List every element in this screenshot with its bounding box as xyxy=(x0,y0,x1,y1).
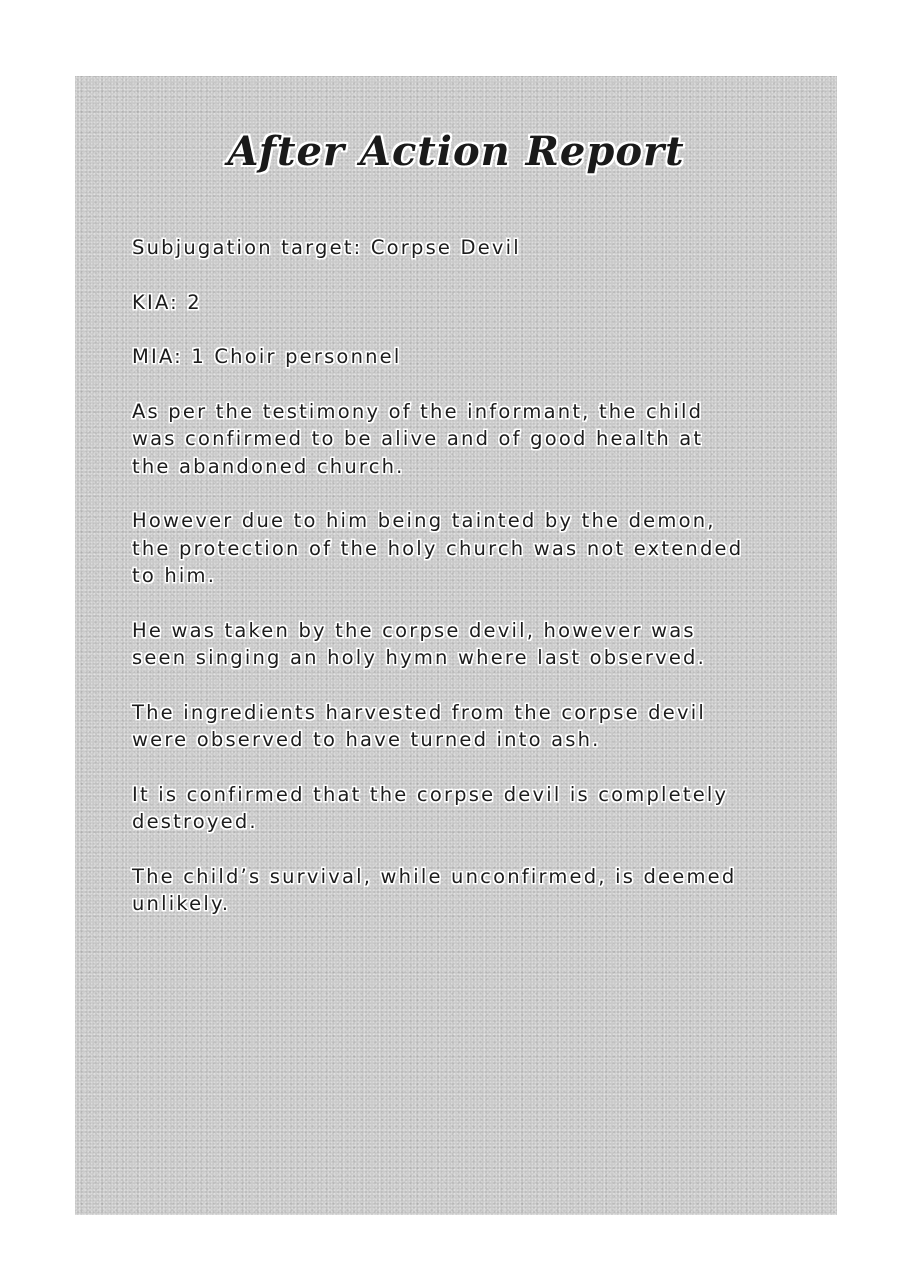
report-paragraph xyxy=(132,289,812,317)
report-line: He was taken by the corpse devil, however was xyxy=(132,618,696,642)
report-paragraph xyxy=(132,507,812,590)
report-line: unlikely. xyxy=(132,892,231,915)
report-line: seen singing an holy hymn where last observed. xyxy=(132,646,707,669)
report-line: It is confirmed that the corpse devil is completely xyxy=(132,782,729,806)
report-line: The ingredients harvested from the corpse devil xyxy=(132,700,706,724)
report-line: Subjugation target: Corpse Devil xyxy=(132,236,521,259)
report-paragraph xyxy=(132,699,812,754)
report-line: MIA: 1 Choir personnel xyxy=(132,345,402,368)
report-line: the abandoned church. xyxy=(132,454,405,478)
report-body xyxy=(132,234,812,945)
report-line: However due to him being tainted by the demon, xyxy=(132,509,716,532)
report-line: destroyed. xyxy=(132,810,258,833)
report-line: The child’s survival, while unconfirmed, is deemed xyxy=(132,864,737,888)
report-paragraph xyxy=(132,617,812,672)
report-title: After Action Report xyxy=(227,128,685,175)
report-line: to him. xyxy=(132,564,217,587)
report-line: was confirmed to be alive and of good health at xyxy=(132,427,704,450)
report-line: KIA: 2 xyxy=(132,290,202,314)
report-paragraph xyxy=(132,234,812,262)
report-line: were observed to have turned into ash. xyxy=(132,728,601,751)
report-line: As per the testimony of the informant, the child xyxy=(132,399,704,423)
report-paragraph xyxy=(132,343,812,371)
report-paragraph xyxy=(132,398,812,481)
report-paragraph xyxy=(132,863,812,918)
report-line: the protection of the holy church was not extended xyxy=(132,536,744,560)
report-page xyxy=(75,76,837,1215)
report-paragraph xyxy=(132,781,812,836)
